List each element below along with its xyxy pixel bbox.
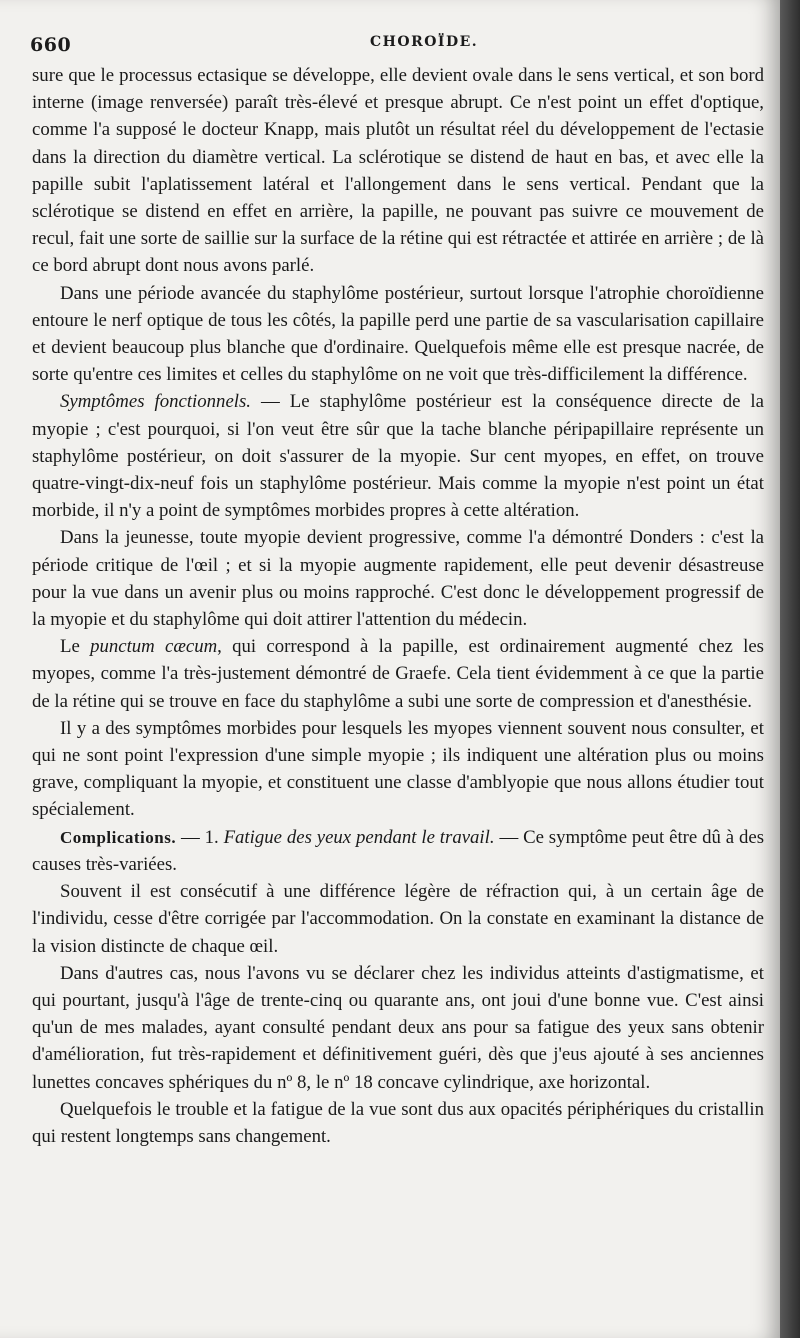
paragraph: Complications. — 1. Fatigue des yeux pendant le travail. — Ce symptôme peut être dû à des causes très-variées. [32, 826, 765, 875]
paragraph: Dans une période avancée du staphylôme postérieur, surtout lorsque l'atrophie choroïdienne entoure le nerf optique de tous les côtés, la papille perd une partie de sa vascularisation capillaire et devient beaucoup plus blanche que d'ordinaire. Quelquefois même elle est presque nacrée, de sorte qu'entre ces limites et celles du staphylôme on ne voit que très-difficilement la différence. [32, 282, 764, 386]
section-heading-italic: Symptômes fonctionnels. [60, 391, 251, 413]
paragraph: sure que le processus ectasique se développe, elle devient ovale dans le sens vertical, et son bord interne (image renversée) paraît très-élevé et presque abrupt. Ce n'est point un effet d'optique, comme l'a supposé le docteur Knapp, mais plutôt un résultat réel du développement de l'ectasie dans la direction du diamètre vertical. La sclérotique se distend de haut en bas, et avec elle la papille subit l'aplatissement latéral et l'allongement dans le sens vertical. Pendant que la sclérotique se distend en effet en arrière, la papille, ne pouvant pas suivre ce mouvement de recul, fait une sorte de saillie sur la surface de la rétine qui est rétractée et attirée en arrière ; de là ce bord abrupt dont nous avons parlé. [32, 65, 764, 277]
section-heading-bold: Complications. [60, 827, 177, 847]
paragraph: Souvent il est consécutif à une différence légère de réfraction qui, à un certain âge de l'individu, cesse d'être corrigée par l'accommodation. On la constate en examinant la distance de la vision distincte de chaque œil. [32, 881, 764, 957]
paragraph: Symptômes fonctionnels. — Le staphylôme postérieur est la conséquence directe de la myopie ; c'est pourquoi, si l'on veut être sûr que la tache blanche péripapillaire représente un staphylôme postérieur, on doit s'assurer de la myopie. Sur cent myopes, en effet, on trouve quatre-vingt-dix-neuf fois un staphylôme postérieur. Mais comme la myopie n'est point un état morbide, il n'y a point de symptômes morbides propres à cette altération. [32, 391, 764, 522]
paragraph: Le punctum cæcum, qui correspond à la papille, est ordinairement augmenté chez les myopes, comme l'a très-justement démontré de Graefe. Cela tient évidemment à ce que la partie de la rétine qui se trouve en face du staphylôme a subi une sorte de compression et d'anesthésie. [32, 636, 764, 712]
running-head: CHOROÏDE. [370, 34, 479, 50]
paragraph: Il y a des symptômes morbides pour lesquels les myopes viennent souvent nous consulter, et qui ne sont point l'expression d'une simple myopie ; ils indiquent une altération plus ou moins grave, compliquant la myopie, et constituent une classe d'amblyopie que nous allons étudier tout spécialement. [32, 717, 764, 821]
paragraph: Quelquefois le trouble et la fatigue de la vue sont dus aux opacités périphériques du cristallin qui restent longtemps sans changement. [32, 1098, 764, 1147]
paragraph: Dans la jeunesse, toute myopie devient progressive, comme l'a démontré Donders : c'est la période critique de l'œil ; et si la myopie augmente rapidement, elle peut devenir désastreuse pour la vue dans un avenir plus ou moins rapproché. C'est donc le développement progressif de la myopie et du staphylôme qui doit attirer l'attention du médecin. [32, 527, 764, 631]
page-gutter-shadow [780, 0, 800, 1338]
body-text [32, 62, 764, 1150]
page-header [30, 30, 765, 60]
subsection-heading-italic: Fatigue des yeux pendant le travail. [223, 826, 495, 848]
page-number: 660 [30, 34, 72, 56]
italic-term: punctum cæcum [90, 636, 218, 658]
paragraph: Dans d'autres cas, nous l'avons vu se déclarer chez les individus atteints d'astigmatisme, et qui pourtant, jusqu'à l'âge de trente-cinq ou quarante ans, ont joui d'une bonne vue. C'est ainsi qu'un de mes malades, ayant consulté pendant deux ans pour sa fatigue des yeux sans obtenir d'amélioration, fut très-rapidement et définitivement guéri, dès que j'eus ajouté à ses anciennes lunettes concaves sphériques du nº 8, le nº 18 concave cylindrique, axe horizontal. [32, 962, 764, 1093]
